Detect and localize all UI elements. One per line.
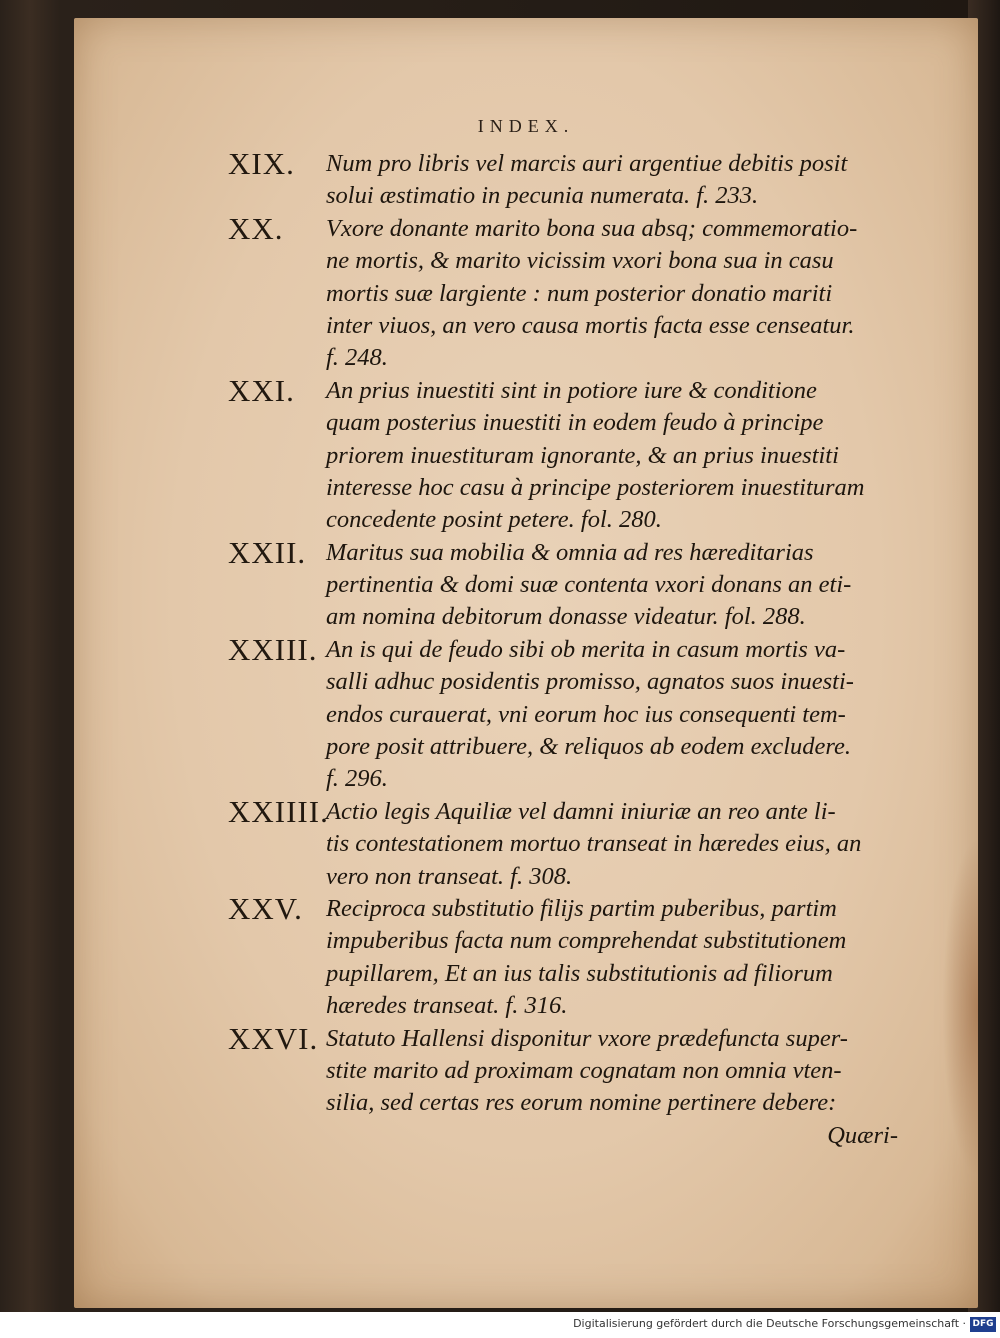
index-entry xyxy=(74,534,978,634)
entry-numeral: XIX. xyxy=(228,146,295,181)
entry-text xyxy=(326,213,966,375)
entry-line: An is qui de feudo sibi ob merita in casum mortis va- xyxy=(326,635,846,663)
funding-notice: Digitalisierung gefördert durch die Deutsche Forschungsgemeinschaft · xyxy=(573,1317,966,1330)
index-entry xyxy=(74,210,978,375)
entry-numeral: XXVI. xyxy=(228,1020,319,1056)
entry-numeral: XX. xyxy=(228,210,284,246)
running-head: INDEX. xyxy=(477,116,575,136)
entry-numeral: XXIIII. xyxy=(228,793,329,829)
entry-line: priorem inuestituram ignorante, & an prius inuestiti xyxy=(326,441,839,469)
entry-line: solui æstimatio in pecunia numerata. f. 233. xyxy=(326,182,759,210)
entry-numeral: XXII. xyxy=(228,534,307,570)
entry-line: pupillarem, Et an ius talis substitutionis ad filiorum xyxy=(326,959,833,987)
entry-line: Maritus sua mobilia & omnia ad res hæreditarias xyxy=(326,538,814,566)
entry-line: interesse hoc casu à principe posteriorem inuestituram xyxy=(326,473,865,501)
entry-numeral: XXIII. xyxy=(228,631,318,667)
entry-text xyxy=(326,634,966,796)
book-page xyxy=(74,18,978,1308)
entry-line: f. 296. xyxy=(326,765,388,793)
entry-text xyxy=(326,375,966,537)
entry-line: impuberibus facta num comprehendat substitutionem xyxy=(326,927,847,955)
entry-line: pertinentia & domi suæ contenta vxori donans an eti- xyxy=(326,571,852,599)
catchword: Quæri- xyxy=(827,1121,898,1149)
entry-text xyxy=(326,796,966,893)
entry-line: salli adhuc posidentis promisso, agnatos suos inuesti- xyxy=(326,668,854,696)
entry-line: vero non transeat. f. 308. xyxy=(326,862,573,890)
entry-line: Statuto Hallensi disponitur vxore prædefuncta super- xyxy=(326,1024,848,1052)
index-entry xyxy=(74,631,978,796)
entry-line: ne mortis, & marito vicissim vxori bona sua in casu xyxy=(326,247,834,275)
entry-line: Vxore donante marito bona sua absq; commemoratio- xyxy=(326,214,858,242)
entry-line: hæredes transeat. f. 316. xyxy=(326,992,568,1020)
entry-text xyxy=(326,537,966,634)
index-entries xyxy=(74,148,978,1152)
entry-line: tis contestationem mortuo transeat in hæredes eius, an xyxy=(326,830,862,858)
index-entry xyxy=(74,372,978,537)
entry-line: silia, sed certas res eorum nomine pertinere debere: xyxy=(326,1089,837,1117)
entry-line: endos curauerat, vni eorum hoc ius consequenti tem- xyxy=(326,700,846,728)
entry-text xyxy=(326,1023,966,1120)
entry-line: stite marito ad proximam cognatam non omnia vten- xyxy=(326,1056,842,1084)
index-entry xyxy=(74,1020,978,1120)
index-entry xyxy=(74,890,978,1023)
entry-text xyxy=(326,148,966,213)
entry-line: am nomina debitorum donasse videatur. fol. 288. xyxy=(326,603,806,631)
entry-numeral: XXI. xyxy=(228,372,295,408)
index-entry xyxy=(74,793,978,893)
dfg-logo: DFG xyxy=(970,1317,996,1332)
entry-line: An prius inuestiti sint in potiore iure & conditione xyxy=(326,376,817,404)
entry-line: Num pro libris vel marcis auri argentiue debitis posit xyxy=(326,150,848,177)
entry-line: inter viuos, an vero causa mortis facta esse censeatur. xyxy=(326,311,855,339)
entry-text xyxy=(326,893,966,1023)
index-entry xyxy=(74,148,978,213)
entry-line: mortis suæ largiente : num posterior donatio mariti xyxy=(326,279,833,307)
entry-line: Reciproca substitutio filijs partim puberibus, partim xyxy=(326,894,837,922)
digitization-footer xyxy=(0,1312,1000,1338)
entry-line: concedente posint petere. fol. 280. xyxy=(326,506,662,534)
entry-line: pore posit attribuere, & reliquos ab eodem excludere. xyxy=(326,733,852,761)
entry-line: f. 248. xyxy=(326,344,388,372)
entry-line: Actio legis Aquiliæ vel damni iniuriæ an reo ante li- xyxy=(326,797,836,825)
entry-line: quam posterius inuestiti in eodem feudo à principe xyxy=(326,409,824,437)
entry-numeral: XXV. xyxy=(228,890,303,926)
